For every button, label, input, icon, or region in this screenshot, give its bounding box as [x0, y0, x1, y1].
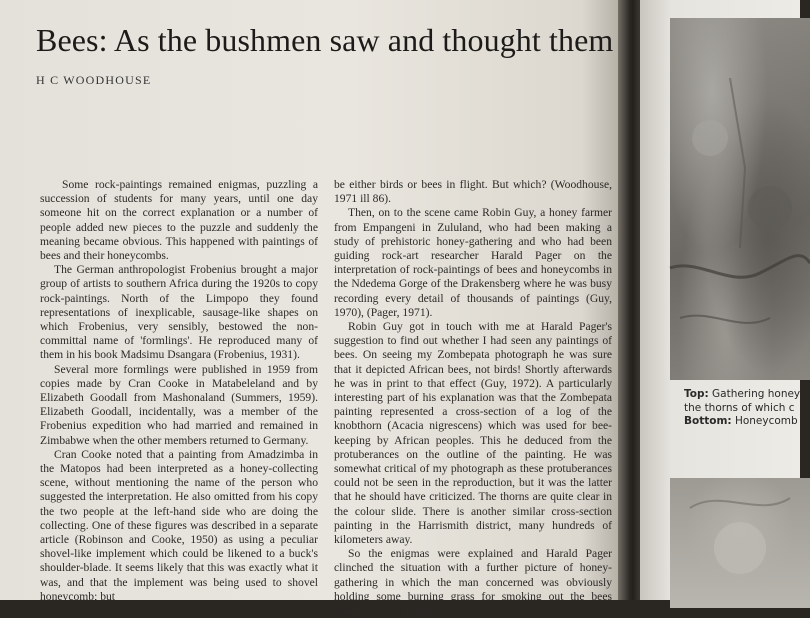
paragraph: The German anthropologist Frobenius brought a major group of artists to southern Africa during the 1920s to copy rock-paintings. North of the Limpopo they found representations of inexplicable, sausage-like shapes on which Frobenius, very sensibly, bestowed the non-committal name of 'formlings'. He reproduced many of them in his book Madsimu Dsangara (Frobenius, 1931). [40, 263, 318, 362]
caption-bottom-label: Bottom: [684, 415, 732, 427]
rock-texture-graphic [670, 18, 810, 380]
paragraph: Then, on to the scene came Robin Guy, a honey farmer from Empangeni in Zululand, who had been making a study of prehistoric honey-gathering and who had been guiding rock-art researcher Harald Pager on the interpretation of rock-paintings of bees and honeycombs in the Ndedema Gorge of the Drakensberg where he was busy recording every detail of thousands of paintings (Guy, 1970), (Pager, 1971). [334, 206, 612, 319]
paragraph: Robin Guy got in touch with me at Harald Pager's suggestion to find out whether I had seen any paintings of bees. On seeing my Zombepata photograph he was sure that it depicted African bees, not birds! Shortly afterwards he was in print to that effect (Guy, 1972). A particularly interesting part of his explanation was that the Zombepata painting represented a cross-section of a log of the knobthorn (Acacia nigrescens) which was used for bee-keeping by African peoples. This he deduced from the protuberances on the outline of the painting. He was somewhat critical of my photograph as these protuberances could not be seen in the reproduction, but it was the latter that he should have criticized. The thorns are quite clear in the colour slide. There is another similar cross-section painting in the Harrismith district, many hundreds of kilometers away. [334, 320, 612, 547]
text-column-1 [40, 178, 318, 608]
caption-bottom-line [684, 415, 804, 429]
paragraph: be either birds or bees in flight. But which? (Woodhouse, 1971 ill 86). [334, 178, 612, 206]
right-page [640, 0, 800, 600]
paragraph: So the enigmas were explained and Harald Pager clinched the situation with a further picture of honey-gathering in which the man concerned was obviously holding some burning grass for smoking out the bees (Pager, 1973). At the [334, 547, 612, 618]
article-title: Bees: As the bushmen saw and thought them [36, 22, 614, 58]
article-byline: H C WOODHOUSE [36, 73, 152, 87]
paragraph: Several more formlings were published in 1959 from copies made by Cran Cooke in Matabeleland and by Elizabeth Goodall from Mashonaland (Summers, 1959). Elizabeth Goodall, incidentally, was a member of the Frobenius expedition who had married and remained in Zimbabwe when the other members returned to Germany. [40, 362, 318, 447]
caption-top-continuation: the thorns of which c [684, 401, 795, 414]
honeycomb-photo-bottom [670, 478, 810, 608]
paragraph: Cran Cooke noted that a painting from Amadzimba in the Matopos had been interpreted as a honey-collecting scene, without mentioning the name of the person who suggested the interpretation. He also omitted from his copy the two people at the left-hand side who are doing the collecting. One of these figures was described in a separate article (Robinson and Cooke, 1950) as using a peculiar shovel-like implement which could be likened to a buck's shoulder-blade. It seems likely that this was exactly what it was, and that the implement was being used to shovel honeycomb; but [40, 447, 318, 603]
caption-top-text: Gathering honey [712, 388, 801, 400]
photo-caption [684, 388, 804, 429]
paragraph: Some rock-paintings remained enigmas, puzzling a succession of students for many years, until one day someone hit on the correct explanation or a number of people added new pieces to the puzzle and suddenly the meaning became obvious. This happened with paintings of bees and their honeycombs. [40, 178, 318, 263]
rock-texture-graphic-bottom [670, 478, 810, 608]
rock-painting-photo-top [670, 18, 810, 380]
text-column-2 [334, 178, 612, 618]
caption-bottom-text: Honeycomb [734, 415, 798, 427]
caption-top-label: Top: [684, 388, 709, 400]
caption-top-line [684, 388, 804, 402]
